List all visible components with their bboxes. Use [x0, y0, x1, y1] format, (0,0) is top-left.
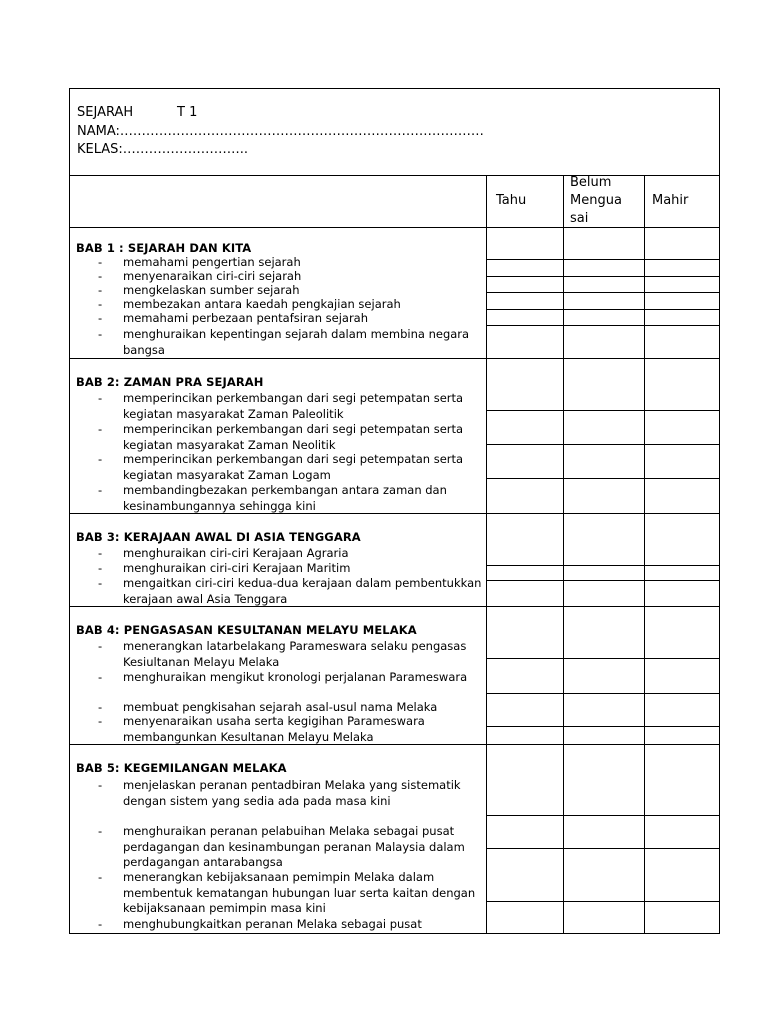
list-item: - menjelaskan peranan pentadbiran Melaka yang sistematik dengan sistem yang sedia ada pada masa kini	[98, 778, 461, 808]
list-item: - menghuraikan mengikut kronologi perjalanan Parameswara	[98, 670, 468, 684]
cell-row-line	[486, 726, 720, 727]
list-item: - menghuraikan ciri-ciri Kerajaan Maritim	[98, 561, 351, 575]
list-item: - memperincikan perkembangan dari segi petempatan serta kegiatan masyarakat Zaman Logam	[98, 452, 464, 482]
cell-row-line	[486, 580, 720, 581]
column-divider	[644, 175, 645, 934]
cell-row-line	[486, 410, 720, 411]
cell-row-line	[486, 901, 720, 902]
column-divider	[563, 175, 564, 934]
nama-field: NAMA:…………………………………………………………………………	[77, 124, 484, 139]
cell-row-line	[486, 565, 720, 566]
list-item: - menghuraikan ciri-ciri Kerajaan Agraria	[98, 546, 349, 560]
column-header-belum: Belum Mengua sai	[570, 175, 622, 226]
list-item: - memperincikan perkembangan dari segi petempatan serta kegiatan masyarakat Zaman Neolitik	[98, 422, 464, 452]
list-item: - menyenaraikan usaha serta kegigihan Parameswara membangunkan Kesultanan Melayu Melaka	[98, 714, 425, 744]
list-item: - membuat pengkisahan sejarah asal-usul nama Melaka	[98, 700, 438, 714]
column-header-mahir: Mahir	[652, 193, 689, 208]
section-title-bab3: BAB 3: KERAJAAN AWAL DI ASIA TENGGARA	[76, 530, 361, 544]
cell-row-line	[486, 276, 720, 277]
cell-row-line	[486, 292, 720, 293]
kelas-field: KELAS:………………………..	[77, 142, 249, 157]
subject-label: SEJARAH	[77, 105, 134, 120]
cell-row-line	[486, 693, 720, 694]
section-title-bab4: BAB 4: PENGASASAN KESULTANAN MELAYU MELAKA	[76, 623, 417, 637]
list-item: - menghuraikan peranan pelabuihan Melaka sebagai pusat perdagangan dan kesinambungan peranan Malaysia dalam perdagangan antarabangsa	[98, 824, 465, 870]
cell-row-line	[486, 325, 720, 326]
list-item: - menerangkan latarbelakang Parameswara selaku pengasas Kesiultanan Melayu Melaka	[98, 639, 467, 669]
list-item: - menghuraikan kepentingan sejarah dalam membina negara bangsa	[98, 327, 470, 357]
section-title-bab5: BAB 5: KEGEMILANGAN MELAKA	[76, 761, 287, 775]
list-item: - mengkelaskan sumber sejarah	[98, 283, 300, 297]
list-item: - memperincikan perkembangan dari segi petempatan serta kegiatan masyarakat Zaman Paleolitik	[98, 391, 464, 421]
cell-row-line	[486, 658, 720, 659]
cell-row-line	[486, 259, 720, 260]
list-item: - menghubungkaitkan peranan Melaka sebagai pusat	[98, 917, 422, 931]
section-title-bab2: BAB 2: ZAMAN PRA SEJARAH	[76, 375, 264, 389]
list-item: - memahami pengertian sejarah	[98, 255, 301, 269]
list-item: - membezakan antara kaedah pengkajian sejarah	[98, 297, 401, 311]
cell-row-line	[486, 815, 720, 816]
section-title-bab1: BAB 1 : SEJARAH DAN KITA	[76, 241, 252, 255]
cell-row-line	[486, 309, 720, 310]
list-item: - menerangkan kebijaksanaan pemimpin Melaka dalam membentuk kematangan hubungan luar serta kaitan dengan kebijaksanaan pemimpin masa kini	[98, 870, 476, 916]
cell-row-line	[486, 444, 720, 445]
form-label: T 1	[177, 105, 198, 120]
list-item: - membandingbezakan perkembangan antara zaman dan kesinambungannya sehingga kini	[98, 483, 447, 513]
list-item: - menyenaraikan ciri-ciri sejarah	[98, 269, 302, 283]
list-item: - mengaitkan ciri-ciri kedua-dua kerajaan dalam pembentukkan kerajaan awal Asia Tenggara	[98, 576, 482, 606]
cell-row-line	[486, 478, 720, 479]
list-item: - memahami perbezaan pentafsiran sejarah	[98, 311, 369, 325]
column-header-tahu: Tahu	[496, 193, 527, 208]
cell-row-line	[486, 848, 720, 849]
